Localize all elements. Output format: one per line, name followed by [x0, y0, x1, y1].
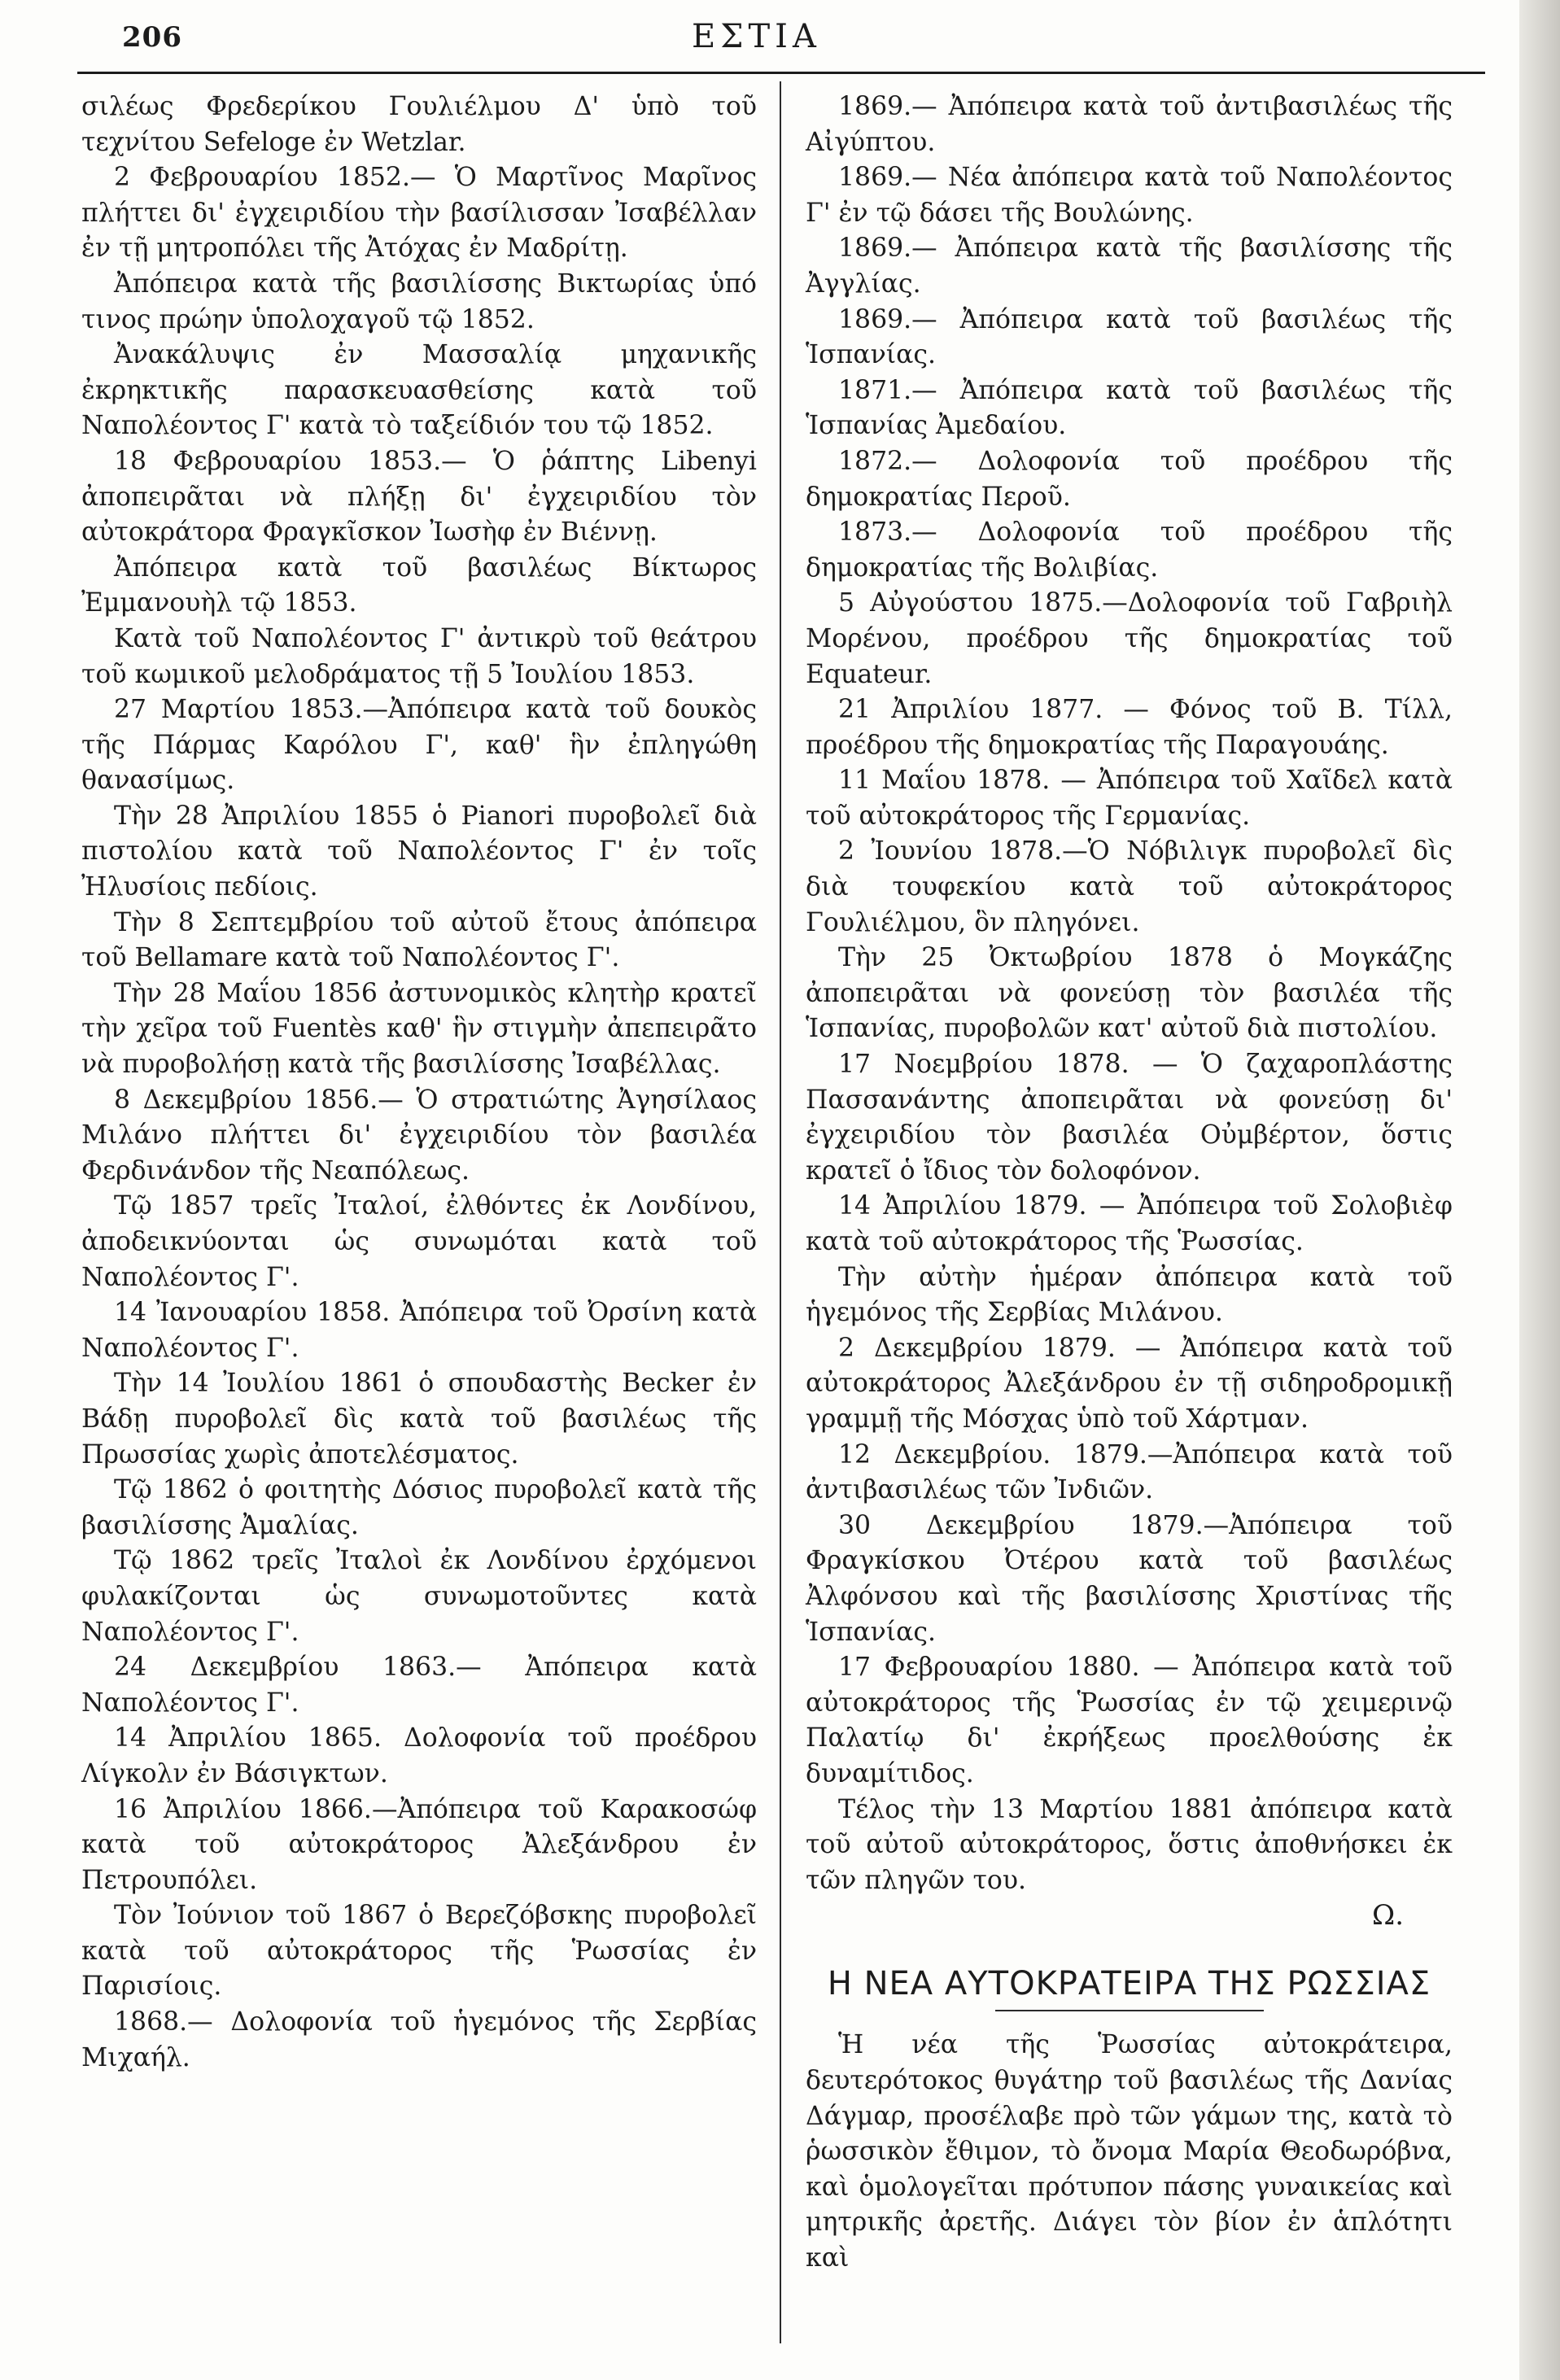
entry-paragraph: 1869.— Ἀπόπειρα κατὰ τοῦ βασιλέως τῆς Ἱσπανίας.	[806, 304, 1453, 370]
entry-paragraph: Τῷ 1857 τρεῖς Ἰταλοί, ἐλθόντες ἐκ Λονδίνου, ἀποδεικνύονται ὡς συνωμόται κατὰ τοῦ Ναπολέοντος Γ'.	[81, 1191, 757, 1292]
entry-paragraph: 14 Ἰανουαρίου 1858. Ἀπόπειρα τοῦ Ὀρσίνη κατὰ Ναπολέοντος Γ'.	[81, 1298, 757, 1363]
entry-paragraph: σιλέως Φρεδερίκου Γουλιέλμου Δ' ὑπὸ τοῦ τεχνίτου Sefeloge ἐν Wetzlar.	[81, 92, 757, 157]
entry-paragraph: Τὸν Ἰούνιον τοῦ 1867 ὁ Βερεζόβσκης πυροβολεῖ κατὰ τοῦ αὐτοκράτορος τῆς Ῥωσσίας ἐν Παρισίοις.	[81, 1901, 757, 2002]
entry-paragraph: 2 Φεβρουαρίου 1852.— Ὁ Μαρτῖνος Μαρῖνος πλήττει δι' ἐγχειριδίου τὴν βασίλισσαν Ἰσαβέλλαν ἐν τῇ μητροπόλει τῆς Ἀτόχας ἐν Μαδρίτῃ.	[81, 163, 757, 264]
entry-paragraph: 17 Νοεμβρίου 1878. — Ὁ ζαχαροπλάστης Πασσανάντης ἀποπειρᾶται νὰ φονεύσῃ δι' ἐγχειριδίου τὸν βασιλέα Οὐμβέρτον, ὅστις κρατεῖ ὁ ἴδιος τὸν δολοφόνον.	[806, 1050, 1453, 1186]
entry-paragraph: Ἀπόπειρα κατὰ τῆς βασιλίσσης Βικτωρίας ὑπό τινος πρώην ὑπολοχαγοῦ τῷ 1852.	[81, 269, 757, 334]
right-column-entries	[806, 90, 1453, 1898]
entry-paragraph: Τὴν 28 Ἀπριλίου 1855 ὁ Pianori πυροβολεῖ διὰ πιστολίου κατὰ τοῦ Ναπολέοντος Γ' ἐν τοῖς Ἠλυσίοις πεδίοις.	[81, 801, 757, 902]
entry-paragraph: Κατὰ τοῦ Ναπολέοντος Γ' ἀντικρὺ τοῦ θεάτρου τοῦ κωμικοῦ μελοδράματος τῇ 5 Ἰουλίου 1853.	[81, 623, 757, 689]
entry-paragraph: Τὴν 25 Ὀκτωβρίου 1878 ὁ Μογκάζης ἀποπειρᾶται νὰ φονεύσῃ τὸν βασιλέα τῆς Ἱσπανίας, πυροβολῶν κατ' αὐτοῦ διὰ πιστολίου.	[806, 943, 1453, 1044]
entry-paragraph: 21 Ἀπριλίου 1877. — Φόνος τοῦ Β. Τίλλ, προέδρου τῆς δημοκρατίας τῆς Παραγουάης.	[806, 695, 1453, 760]
entry-paragraph: Ἀπόπειρα κατὰ τοῦ βασιλέως Βίκτωρος Ἐμμανουὴλ τῷ 1853.	[81, 552, 757, 618]
entry-paragraph: 12 Δεκεμβρίου. 1879.—Ἀπόπειρα κατὰ τοῦ ἀντιβασιλέως τῶν Ἰνδιῶν.	[806, 1439, 1453, 1505]
page-edge	[1519, 0, 1560, 2380]
entry-paragraph: 5 Αὐγούστου 1875.—Δολοφονία τοῦ Γαβριὴλ Μορένου, προέδρου τῆς δημοκρατίας τοῦ Equateur.	[806, 588, 1453, 689]
entry-paragraph: 24 Δεκεμβρίου 1863.— Ἀπόπειρα κατὰ Ναπολέοντος Γ'.	[81, 1653, 757, 1718]
entry-paragraph: 30 Δεκεμβρίου 1879.—Ἀπόπειρα τοῦ Φραγκίσκου Ὀτέρου κατὰ τοῦ βασιλέως Ἀλφόνσου καὶ τῆς βασιλίσσης Χριστίνας τῆς Ἱσπανίας.	[806, 1510, 1453, 1647]
entry-paragraph: Τὴν 14 Ἰουλίου 1861 ὁ σπουδαστὴς Becker ἐν Βάδῃ πυροβολεῖ δὶς κατὰ τοῦ βασιλέως τῆς Πρωσσίας χωρὶς ἀποτελέσματος.	[81, 1369, 757, 1469]
author-signature: Ω.	[1372, 1899, 1404, 1932]
entry-paragraph: 14 Ἀπριλίου 1865. Δολοφονία τοῦ προέδρου Λίγκολν ἐν Βάσιγκτων.	[81, 1723, 757, 1788]
left-column	[81, 90, 757, 2076]
entry-paragraph: 1871.— Ἀπόπειρα κατὰ τοῦ βασιλέως τῆς Ἱσπανίας Ἀμεδαίου.	[806, 375, 1453, 441]
entry-paragraph: 11 Μαΐου 1878. — Ἀπόπειρα τοῦ Χαῖδελ κατὰ τοῦ αὐτοκράτορος τῆς Γερμανίας.	[806, 766, 1453, 831]
entry-paragraph: Τὴν 8 Σεπτεμβρίου τοῦ αὐτοῦ ἔτους ἀπόπειρα τοῦ Bellamare κατὰ τοῦ Ναπολέοντος Γ'.	[81, 907, 757, 973]
entry-paragraph: 16 Ἀπριλίου 1866.—Ἀπόπειρα τοῦ Καρακοσώφ κατὰ τοῦ αὐτοκράτορος Ἀλεξάνδρου ἐν Πετρουπόλει.	[81, 1794, 757, 1895]
entry-paragraph: Τὴν 28 Μαΐου 1856 ἀστυνομικὸς κλητὴρ κρατεῖ τὴν χεῖρα τοῦ Fuentès καθ' ἣν στιγμὴν ἀπεπειρᾶτο νὰ πυροβολήσῃ κατὰ τῆς βασιλίσσης Ἰσαβέλλας.	[81, 978, 757, 1080]
entry-paragraph: Ἀνακάλυψις ἐν Μασσαλίᾳ μηχανικῆς ἐκρηκτικῆς παρασκευασθείσης κατὰ τοῦ Ναπολέοντος Γ' κατὰ τὸ ταξείδιόν του τῷ 1852.	[81, 340, 757, 441]
entry-paragraph: 1869.— Νέα ἀπόπειρα κατὰ τοῦ Ναπολέοντος Γ' ἐν τῷ δάσει τῆς Βουλώνης.	[806, 163, 1453, 228]
column-divider	[780, 81, 781, 2343]
entry-paragraph: 8 Δεκεμβρίου 1856.— Ὁ στρατιώτης Ἀγησίλαος Μιλάνο πλήττει δι' ἐγχειριδίου τὸν βασιλέα Φερδινάνδον τῆς Νεαπόλεως.	[81, 1085, 757, 1186]
entry-paragraph: 1872.— Δολοφονία τοῦ προέδρου τῆς δημοκρατίας Περοῦ.	[806, 446, 1453, 512]
entry-paragraph: 17 Φεβρουαρίου 1880. — Ἀπόπειρα κατὰ τοῦ αὐτοκράτορος τῆς Ῥωσσίας ἐν τῷ χειμερινῷ Παλατίῳ δι' ἐκρήξεως προελθούσης ἐκ δυναμίτιδος.	[806, 1653, 1453, 1788]
entry-paragraph: 2 Ἰουνίου 1878.—Ὁ Νόβιλιγκ πυροβολεῖ δὶς διὰ τουφεκίου κατὰ τοῦ αὐτοκράτορος Γουλιέλμου, ὃν πληγόνει.	[806, 836, 1453, 937]
entry-paragraph: 14 Ἀπριλίου 1879. — Ἀπόπειρα τοῦ Σολοβιὲφ κατὰ τοῦ αὐτοκράτορος τῆς Ῥωσσίας.	[806, 1191, 1453, 1256]
entry-paragraph: 1869.— Ἀπόπειρα κατὰ τῆς βασιλίσσης τῆς Ἀγγλίας.	[806, 234, 1453, 299]
article-title: Η ΝΕΑ ΑΥΤΟΚΡΑΤΕΙΡΑ ΤΗΣ ΡΩΣΣΙΑΣ	[827, 1964, 1431, 2002]
right-column	[806, 90, 1453, 2277]
entry-paragraph: 2 Δεκεμβρίου 1879. — Ἀπόπειρα κατὰ τοῦ αὐτοκράτορος Ἀλεξάνδρου ἐν τῇ σιδηροδρομικῇ γραμμῇ τῆς Μόσχας ὑπὸ τοῦ Χάρτμαν.	[806, 1333, 1453, 1434]
title-rule	[995, 2010, 1264, 2011]
entry-paragraph: 1868.— Δολοφονία τοῦ ἡγεμόνος τῆς Σερβίας Μιχαήλ.	[81, 2007, 757, 2072]
entry-paragraph: 18 Φεβρουαρίου 1853.— Ὁ ῥάπτης Libenyi ἀποπειρᾶται νὰ πλήξῃ δι' ἐγχειριδίου τὸν αὐτοκράτορα Φραγκῖσκον Ἰωσὴφ ἐν Βιέννῃ.	[81, 446, 757, 548]
page-number: 206	[122, 21, 182, 54]
entry-paragraph: Τῷ 1862 ὁ φοιτητὴς Δόσιος πυροβολεῖ κατὰ τῆς βασιλίσσης Ἀμαλίας.	[81, 1475, 757, 1540]
entry-paragraph: 1873.— Δολοφονία τοῦ προέδρου τῆς δημοκρατίας τῆς Βολιβίας.	[806, 517, 1453, 583]
entry-paragraph: Τὴν αὐτὴν ἡμέραν ἀπόπειρα κατὰ τοῦ ἡγεμόνος τῆς Σερβίας Μιλάνου.	[806, 1262, 1453, 1328]
entry-paragraph: 27 Μαρτίου 1853.—Ἀπόπειρα κατὰ τοῦ δουκὸς τῆς Πάρμας Καρόλου Γ', καθ' ἣν ἐπληγώθη θανασίμως.	[81, 695, 757, 796]
entry-paragraph: 1869.— Ἀπόπειρα κατὰ τοῦ ἀντιβασιλέως τῆς Αἰγύπτου.	[806, 92, 1453, 157]
periodical-title: ΕΣΤΙΑ	[692, 18, 821, 55]
entry-paragraph: Τέλος τὴν 13 Μαρτίου 1881 ἀπόπειρα κατὰ τοῦ αὐτοῦ αὐτοκράτορος, ὅστις ἀποθνήσκει ἐκ τῶν πληγῶν του.	[806, 1794, 1453, 1895]
entry-paragraph: Τῷ 1862 τρεῖς Ἰταλοὶ ἐκ Λονδίνου ἐρχόμενοι φυλακίζονται ὡς συνωμοτοῦντες κατὰ Ναπολέοντος Γ'.	[81, 1546, 757, 1647]
article-body: Ἡ νέα τῆς Ῥωσσίας αὐτοκράτειρα, δευτερότοκος θυγάτηρ τοῦ βασιλέως τῆς Δανίας Δάγμαρ, προσέλαβε πρὸ τῶν γάμων της, κατὰ τὸ ῥωσσικὸν ἔθιμον, τὸ ὄνομα Μαρία Θεοδωρόβνα, καὶ ὁμολογεῖται πρότυπον πάσης γυναικείας καὶ μητρικῆς ἀρετῆς. Διάγει τὸν βίον ἐν ἁπλότητι καὶ	[806, 2030, 1453, 2273]
header-rule	[77, 72, 1485, 74]
